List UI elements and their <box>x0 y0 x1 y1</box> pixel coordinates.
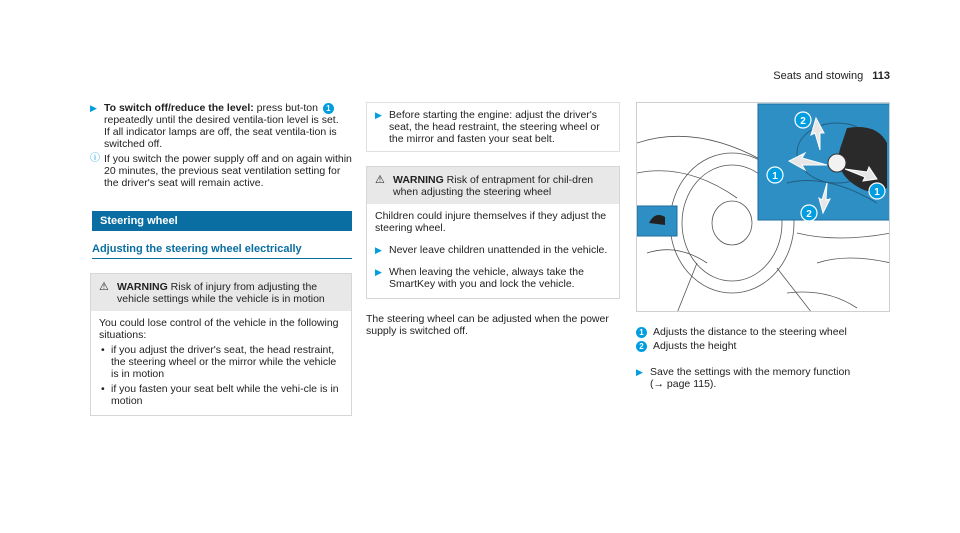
warning-body <box>91 311 351 415</box>
warning-box <box>90 273 352 416</box>
play-arrow-icon: ▶ <box>90 103 97 113</box>
figure-legend <box>636 326 890 352</box>
warning-header <box>91 274 351 311</box>
info-text: If you switch the power supply off and on again within 20 minutes, the previous seat ventilation setting for the driver's seat will remain active. <box>104 153 352 189</box>
list-item: ▶ When leaving the vehicle, always take the SmartKey with you and lock the vehicle. <box>375 266 584 290</box>
list-item: ▶ Never leave children unattended in the vehicle. <box>375 244 608 256</box>
body-paragraph: The steering wheel can be adjusted when the power supply is switched off. <box>366 313 609 337</box>
step-text: press but-ton <box>253 102 321 114</box>
warning-header <box>367 167 619 204</box>
warning-triangle-icon: ⚠ <box>99 281 109 293</box>
steering-wheel-figure <box>636 102 890 312</box>
column-2 <box>366 102 620 337</box>
warning-title: Risk of injury from adjusting the vehicle settings while the vehicle is in motion <box>117 281 325 305</box>
steering-wheel-illustration <box>637 103 890 312</box>
page-header <box>773 70 890 82</box>
step-switch-off <box>90 102 352 150</box>
tip-text: Before starting the engine: adjust the driver's seat, the head restraint, the steering wheel or the mirror and fasten your seat belt. <box>389 109 600 145</box>
warning-text: You could lose control of the vehicle in the following situations: <box>99 317 339 341</box>
figure-badge-2-bottom: 2 <box>806 209 812 220</box>
column-3 <box>636 102 890 390</box>
step-text: Save the settings with the memory function <box>650 366 851 378</box>
warning-label: WARNING <box>393 174 444 186</box>
step-note: If all indicator lamps are off, the seat ventila-tion is switched off. <box>104 126 337 150</box>
page-number: 113 <box>872 70 890 82</box>
section-name: Seats and stowing <box>773 70 864 82</box>
play-arrow-icon: ▶ <box>636 367 643 377</box>
step-save-settings <box>636 366 890 390</box>
subheading: Adjusting the steering wheel electrically <box>92 243 352 259</box>
warning-title: Risk of entrapment for chil-dren when adjusting the steering wheel <box>393 174 594 198</box>
warning-body <box>367 204 619 298</box>
info-note <box>90 153 352 189</box>
step-text: repeatedly until the desired ventila-tion level is set. <box>104 114 339 126</box>
warning-text: Children could injure themselves if they adjust the steering wheel. <box>375 210 607 234</box>
step-bold-label: To switch off/reduce the level: <box>104 102 254 114</box>
page-reference-link[interactable]: (→ page 115). <box>650 378 717 390</box>
play-arrow-icon: ▶ <box>375 110 382 120</box>
warning-label: WARNING <box>117 281 168 293</box>
warning-triangle-icon: ⚠ <box>375 174 385 186</box>
warning-box <box>366 166 620 299</box>
callout-badge: 1 <box>323 103 334 114</box>
column-1 <box>90 102 352 416</box>
play-arrow-icon: ▶ <box>375 245 382 255</box>
figure-badge-1-right: 1 <box>874 187 880 198</box>
list-item: • if you adjust the driver's seat, the head restraint, the steering wheel or the mirror while the vehicle is in motion <box>101 344 337 380</box>
figure-badge-1-left: 1 <box>772 171 778 182</box>
tip-box <box>366 102 620 152</box>
legend-item: 1 Adjusts the distance to the steering wheel <box>636 326 890 338</box>
play-arrow-icon: ▶ <box>375 267 382 277</box>
legend-item: 2 Adjusts the height <box>636 340 890 352</box>
figure-badge-2-top: 2 <box>800 116 806 127</box>
list-item: • if you fasten your seat belt while the vehi-cle is in motion <box>101 383 339 407</box>
info-circle-icon: ⓘ <box>90 153 100 164</box>
section-title: Steering wheel <box>92 211 352 231</box>
